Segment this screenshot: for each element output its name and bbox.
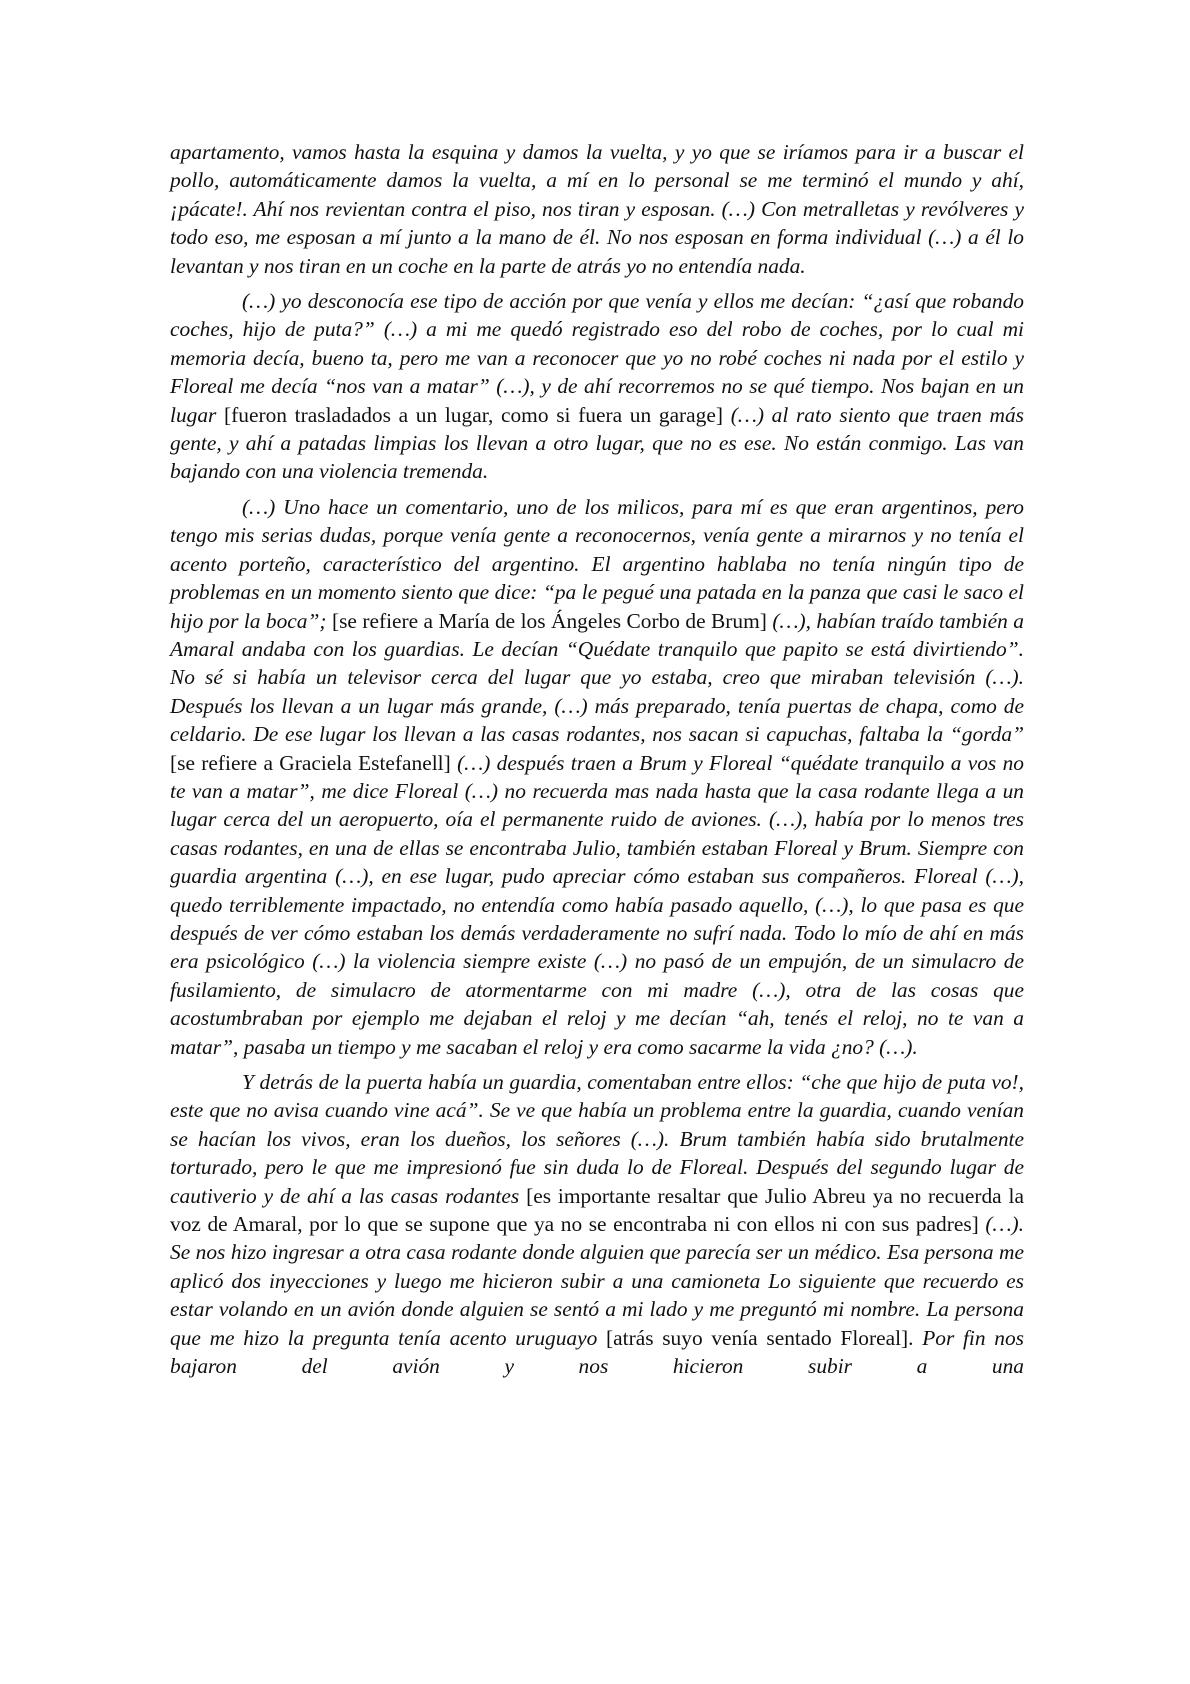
text-segment: [fueron trasladados a un lugar, como si fuera un garage] — [224, 402, 723, 427]
text-segment: [se refiere a Graciela Estefanell] — [170, 750, 451, 775]
text-segment: (…) después traen a Brum y Floreal “quédate tranquilo a vos no te van a matar”, me dice Floreal (…) no recuerda mas nada hasta que la casa rodante llega a un lugar cerca del un aeropuerto, oía el permanente ruido de aviones. (…), había por lo menos tres casas rodantes, en una de ellas se encontraba Julio, también estaban Floreal y Brum. Siempre con guardia argentina (…), en ese lugar, pudo apreciar cómo estaban sus compañeros. Floreal (…), quedo terriblemente impactado, no entendía como había pasado aquello, (…), lo que pasa es que después de ver cómo estaban los demás verdaderamente no sufrí nada. Todo lo mío de ahí en más era psicológico (…) la violencia siempre existe (…) no pasó de un empujón, de un simulacro de fusilamiento, de simulacro de atormentarme con mi madre (…), otra de las cosas que acostumbraban por ejemplo me dejaban el reloj y me decían “ah, tenés el reloj, no te van a matar”, pasaba un tiempo y me sacaban el reloj y era como sacarme la vida ¿no? (…). — [170, 750, 1024, 1059]
text-segment: (…) Uno hace un comentario, uno de los milicos, para mí es que eran argentinos, pero tengo mis serias dudas, porque venía gente a reconocernos, venía gente a mirarnos y no tenía el acento porteño, característico del argentino. El argentino hablaba no tenía ningún tipo de problemas en un momento siento que dice: “pa le pegué una patada en la panza que casi le saco el hijo por la boca”; — [170, 494, 1024, 633]
text-segment: [es importante resaltar que Julio Abreu ya no recuerda la voz de Amaral, por lo que se supone que ya no se encontraba ni con ellos ni con sus padres] — [170, 1183, 1024, 1237]
text-segment: [se refiere a María de los Ángeles Corbo de Brum] — [331, 608, 767, 633]
text-segment: (…), habían traído también a Amaral andaba con los guardias. Le decían “Quédate tranquilo que papito se está divirtiendo”. No sé si había un televisor cerca del lugar que yo estaba, creo que miraban televisión (…). Después los llevan a un lugar más grande, (…) más preparado, tenía puertas de chapa, como de celdario. De ese lugar los llevan a las casas rodantes, nos sacan si capuchas, faltaba la “gorda” — [170, 608, 1024, 747]
text-segment: Por fin nos bajaron del avión y nos hicieron subir a una — [170, 1325, 1024, 1379]
text-segment: (…) yo desconocía ese tipo de acción por que venía y ellos me decían: “¿así que robando coches, hijo de puta?” (…) a mi me quedó registrado eso del robo de coches, por lo cual mi memoria decía, bueno ta, pero me van a reconocer que yo no robé coches ni nada por el estilo y Floreal me decía “nos van a matar” (…), y de ahí recorremos no se qué tiempo. Nos bajan en un lugar — [170, 289, 1024, 427]
paragraph-1 — [170, 138, 1024, 280]
paragraph-2 — [170, 287, 1024, 486]
text-segment: Y detrás de la puerta había un guardia, comentaban entre ellos: “che que hijo de puta vo!, este que no avisa cuando vine acá”. Se ve que había un problema entre la guardia, cuando venían se hacían los vivos, eran los dueños, los señores (…). Brum también había sido brutalmente torturado, pero le que me impresionó fue sin duda lo de Floreal. Después del segundo lugar de cautiverio y de ahí a las casas rodantes — [170, 1070, 1024, 1208]
text-segment: [atrás suyo venía sentado Floreal]. — [606, 1325, 914, 1350]
paragraph-3 — [170, 493, 1024, 1061]
text-segment: no entendía nada. — [651, 253, 806, 278]
text-segment: (…) al rato siento que traen más gente, y ahí a patadas limpias los llevan a otro lugar, que no es ese. No están conmigo. Las van bajando con una violencia tremenda. — [170, 402, 1024, 484]
document-page — [170, 138, 1024, 1387]
text-segment: apartamento, vamos hasta la esquina y damos la vuelta, y yo que se iríamos para ir a buscar el pollo, automáticamente damos la vuelta, a mí en lo personal se me terminó el mundo y ahí, ¡pácate!. Ahí nos revientan contra el piso, nos tiran y esposan. (…) Con metralletas y revólveres y todo eso, me esposan a mí junto a la mano de él. No nos esposan en forma individual (…) a él lo levantan y nos tiran en un coche en la parte de atrás yo — [170, 140, 1024, 278]
text-segment: (…). Se nos hizo ingresar a otra casa rodante donde alguien que parecía ser un médico. Esa persona me aplicó dos inyecciones y luego me hicieron subir a una camioneta Lo siguiente que recuerdo es estar volando en un avión donde alguien se sentó a mi lado y me preguntó mi nombre. La persona que me hizo la pregunta tenía acento uruguayo — [170, 1212, 1024, 1350]
paragraph-4 — [170, 1068, 1024, 1380]
